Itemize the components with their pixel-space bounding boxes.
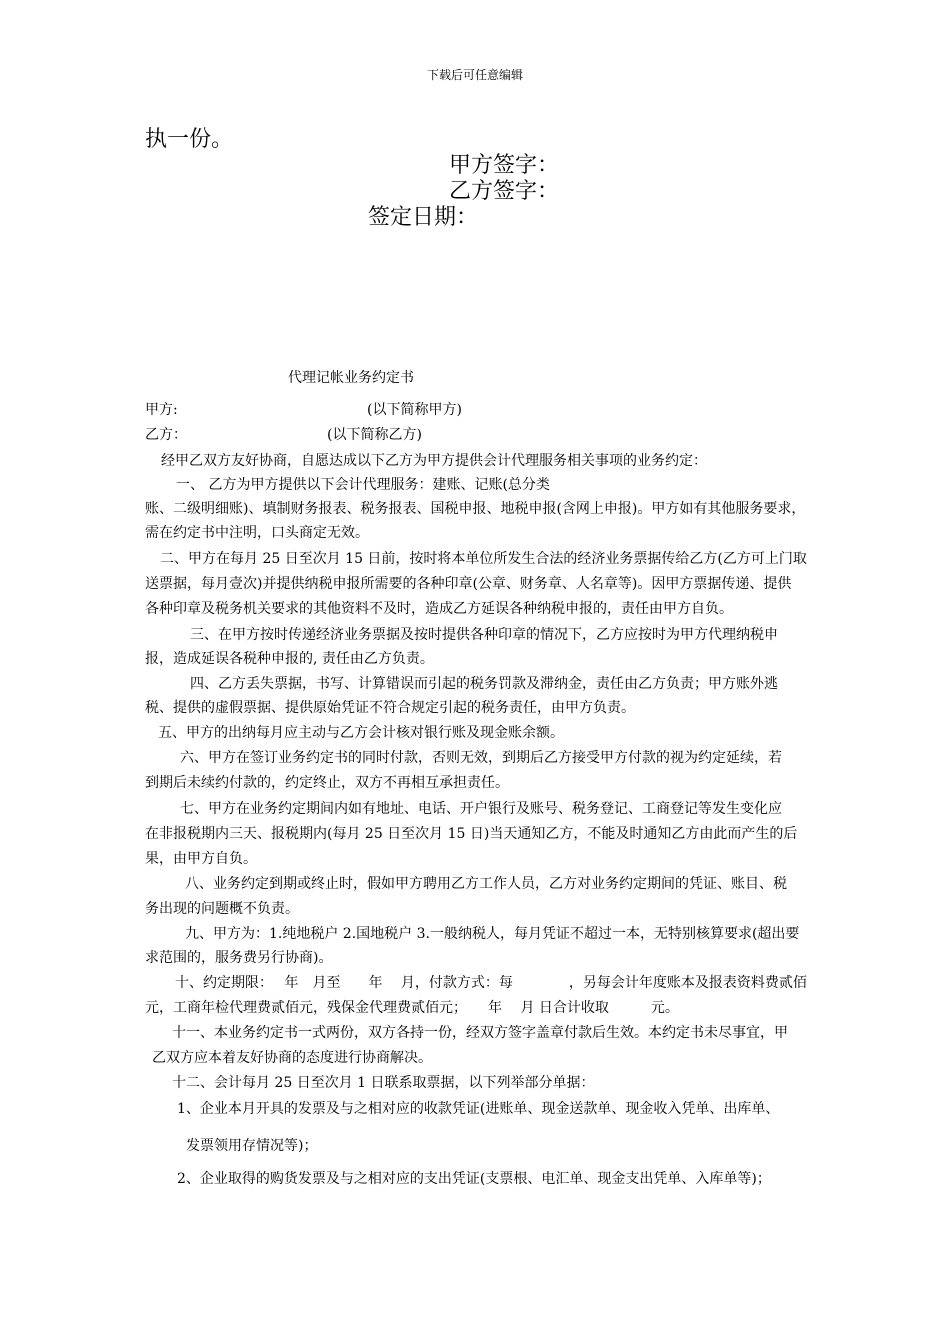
clause-11: 十一、本业务约定书一式两份，双方各持一份，经双方签字盖章付款后生效。本约定书未尽事宜，甲 bbox=[172, 1025, 788, 1041]
clause-11-cont: 乙双方应本着友好协商的态度进行协商解决。 bbox=[152, 1050, 432, 1066]
clause-4: 四、乙方丢失票据，书写、计算错误而引起的税务罚款及滞纳金，责任由乙方负责；甲方账外逃 bbox=[190, 676, 778, 692]
party-b-short-name: (以下简称乙方) bbox=[327, 427, 422, 443]
clause-8-cont: 务出现的问题概不负责。 bbox=[145, 901, 299, 917]
party-a-label: 甲方: bbox=[145, 402, 178, 418]
clause-2-cont: 送票据，每月壹次)并提供纳税申报所需要的各种印章(公章、财务章、人名章等)。因甲方票据传递、提供 bbox=[145, 576, 792, 592]
clause-6-cont: 到期后未续约付款的，约定终止，双方不再相互承担责任。 bbox=[145, 775, 509, 791]
clause-5: 五、甲方的出纳每月应主动与乙方会计核对银行账及现金账余额。 bbox=[158, 725, 564, 741]
clause-8: 八、业务约定到期或终止时，假如甲方聘用乙方工作人员，乙方对业务约定期间的凭证、账目、税 bbox=[185, 876, 787, 892]
clause-2-cont: 各种印章及税务机关要求的其他资料不及时，造成乙方延误各种纳税申报的，责任由甲方自负。 bbox=[145, 601, 733, 617]
party-a-short-name: (以下简称甲方) bbox=[367, 402, 462, 418]
list-item-1-cont: 发票领用存情况等)； bbox=[186, 1138, 318, 1154]
header-note: 下载后可任意编辑 bbox=[426, 68, 523, 82]
sign-date: 签定日期： bbox=[368, 205, 479, 230]
clause-3: 三、在甲方按时传递经济业务票据及按时提供各种印章的情况下，乙方应按时为甲方代理纳税申 bbox=[190, 627, 778, 643]
clause-1-cont: 账、二级明细账)、填制财务报表、税务报表、国税申报、地税申报(含网上申报)。甲方如有其他服务要求， bbox=[145, 501, 806, 517]
clause-7: 七、甲方在业务约定期间内如有地址、电话、开户银行及账号、税务登记、工商登记等发生变化应 bbox=[180, 801, 782, 817]
clause-3-cont: 报，造成延误各税种申报的, 责任由乙方负责。 bbox=[145, 651, 434, 667]
clause-10: 十、约定期限： 年 月至 年 月，付款方式：每 ，另每会计年度账本及报表资料费贰佰 bbox=[175, 975, 807, 991]
list-item-2: 2、企业取得的购货发票及与之相对应的支出凭证(支票根、电汇单、现金支出凭单、入库单等)； bbox=[177, 1171, 771, 1187]
clause-9-cont: 求范围的，服务费另行协商)。 bbox=[145, 950, 333, 966]
clause-7-cont: 果，由甲方自负。 bbox=[145, 851, 257, 867]
clause-9: 九、甲方为：1.纯地税户 2.国地税户 3.一般纳税人，每月凭证不超过一本，无特别核算要求(超出要 bbox=[185, 926, 800, 942]
party-b-label: 乙方： bbox=[145, 427, 187, 443]
party-b-signature: 乙方签字： bbox=[449, 179, 560, 204]
previous-page-tail: 执一份。 bbox=[145, 127, 234, 152]
list-item-1: 1、企业本月开具的发票及与之相对应的收款凭证(进账单、现金送款单、现金收入凭单、出库单、 bbox=[177, 1101, 780, 1117]
clause-6: 六、甲方在签订业务约定书的同时付款，否则无效，到期后乙方接受甲方付款的视为约定延续，若 bbox=[180, 750, 782, 766]
agreement-title: 代理记帐业务约定书 bbox=[288, 370, 414, 386]
clause-intro: 经甲乙双方友好协商，自愿达成以下乙方为甲方提供会计代理服务相关事项的业务约定： bbox=[161, 453, 707, 469]
clause-2: 二、甲方在每月 25 日至次月 15 日前，按时将本单位所发生合法的经济业务票据传给乙方(乙方可上门取 bbox=[160, 551, 807, 567]
party-a-signature: 甲方签字： bbox=[449, 153, 560, 178]
clause-1: 一、 乙方为甲方提供以下会计代理服务：建账、记账(总分类 bbox=[176, 477, 550, 493]
clause-12: 十二、会计每月 25 日至次月 1 日联系取票据，以下列举部分单据： bbox=[172, 1075, 595, 1091]
clause-1-cont: 需在约定书中注明，口头商定无效。 bbox=[145, 525, 369, 541]
clause-7-cont: 在非报税期内三天、报税期内(每月 25 日至次月 15 日)当天通知乙方，不能及时通知乙方由此而产生的后 bbox=[145, 826, 798, 842]
clause-10-cont: 元，工商年检代理费贰佰元，残保金代理费贰佰元； 年 月 日合计收取 元。 bbox=[145, 1000, 679, 1016]
clause-4-cont: 税、提供的虚假票据、提供原始凭证不符合规定引起的税务责任，由甲方负责。 bbox=[145, 700, 635, 716]
